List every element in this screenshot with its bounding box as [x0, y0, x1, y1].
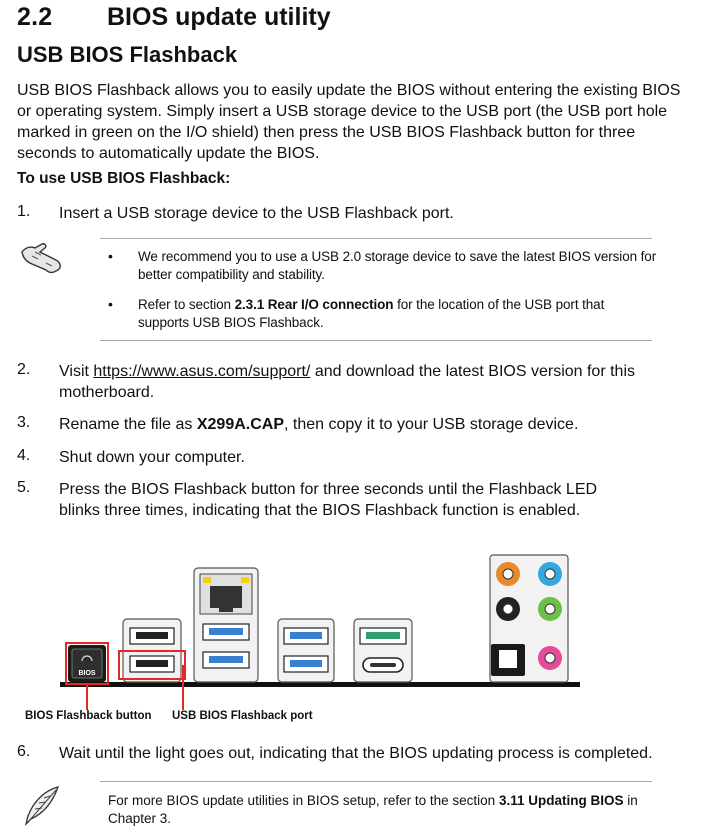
callout-usb-flashback-port: USB BIOS Flashback port [172, 710, 313, 722]
audio-jack-hole [503, 569, 513, 579]
usb3-stack [278, 619, 334, 682]
support-link[interactable]: https://www.asus.com/support/ [93, 363, 311, 380]
note-item: We recommend you to use a USB 2.0 storage device to save the latest BIOS version for better compatibility and stability. [138, 249, 657, 282]
audio-jack-panel [490, 555, 568, 682]
step-number: 1. [17, 203, 31, 220]
intro-paragraph: USB BIOS Flashback allows you to easily update the BIOS without entering the existing BIOS or operating system. Simply insert a USB storage device to the USB port (the USB port hole marked in green on the I/O shield) then press the USB BIOS Flashback button for three seconds to automatically update the BIOS. [17, 82, 681, 162]
final-note-divider [100, 781, 652, 782]
feather-pen-icon [22, 784, 64, 828]
bios-button-label: BIOS [78, 670, 96, 677]
final-note: For more BIOS update utilities in BIOS setup, refer to the section 3.11 Updating BIOS in Chapter 3. [108, 793, 638, 826]
note-bullet: • [108, 248, 113, 264]
bios-flashback-button-graphic [68, 645, 106, 682]
audio-jack-hole [545, 569, 555, 579]
note-divider-top [100, 238, 652, 239]
audio-jack-hole [545, 653, 555, 663]
note-divider-bottom [100, 340, 652, 341]
io-shield-baseline [60, 682, 580, 687]
callout-bios-flashback-button: BIOS Flashback button [25, 710, 152, 722]
audio-jack-hole [503, 604, 513, 614]
subsection-title: USB BIOS Flashback [17, 42, 238, 67]
step-number: 3. [17, 414, 31, 431]
lan-usb3-stack [194, 568, 258, 682]
step-text: Rename the file as X299A.CAP, then copy it to your USB storage device. [59, 416, 579, 433]
step-text: Press the BIOS Flashback button for three seconds until the Flashback LED blinks three times, indicating that the BIOS Flashback function is enabled. [59, 481, 598, 519]
step-number: 6. [17, 743, 31, 760]
audio-jack-hole [545, 604, 555, 614]
how-to-heading: To use USB BIOS Flashback: [17, 170, 231, 187]
hand-pointer-icon [18, 238, 66, 278]
note-item: Refer to section 2.3.1 Rear I/O connection for the location of the USB port that supports USB BIOS Flashback. [138, 297, 605, 330]
rear-io-diagram [20, 548, 590, 728]
note-bullet: • [108, 296, 113, 312]
step-number: 2. [17, 361, 31, 378]
step-text: Wait until the light goes out, indicating that the BIOS updating process is completed. [59, 745, 653, 762]
step-text: Shut down your computer. [59, 449, 245, 466]
section-title: BIOS update utility [107, 3, 331, 31]
step-text: Visit https://www.asus.com/support/ and download the latest BIOS version for this motherboard. [59, 363, 635, 401]
usb-typec-stack [354, 619, 412, 682]
section-number: 2.2 [17, 3, 53, 31]
step-number: 5. [17, 479, 31, 496]
step-number: 4. [17, 447, 31, 464]
step-text: Insert a USB storage device to the USB Flashback port. [59, 205, 454, 222]
